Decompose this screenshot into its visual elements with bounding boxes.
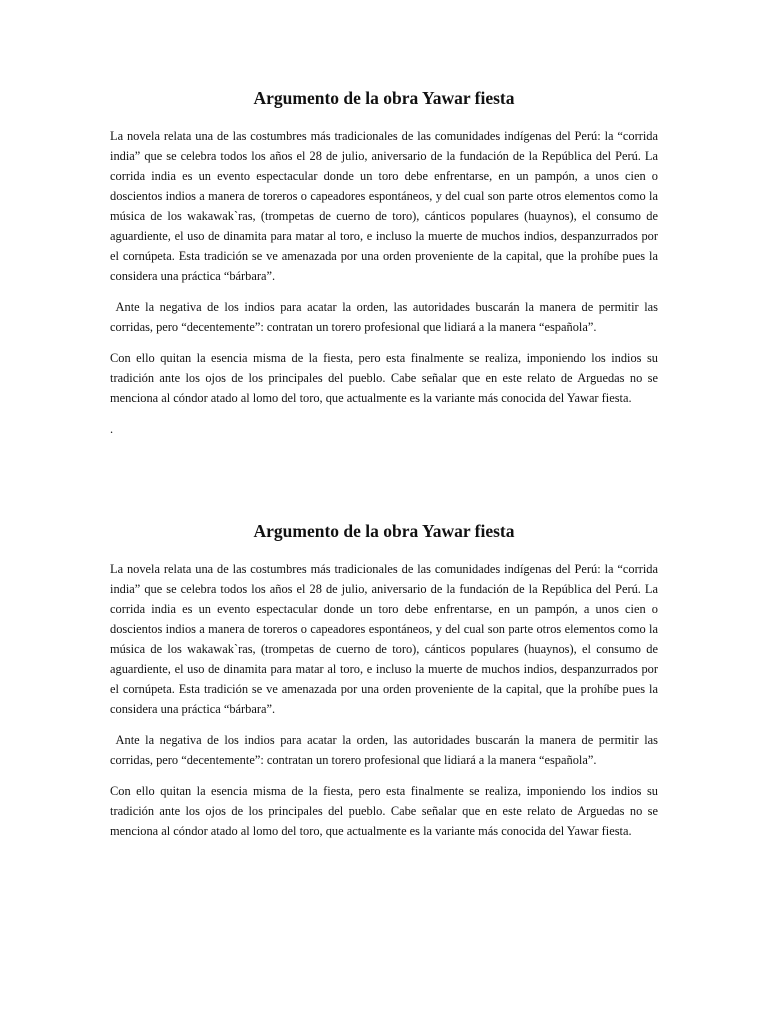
section-1 bbox=[110, 86, 662, 439]
paragraph-synopsis: La novela relata una de las costumbres más tradicionales de las comunidades indígenas del Perú: la “corrida india” que se celebra todos los años el 28 de julio, aniversario de la fundación de la República del Perú. La corrida india es un evento espectacular donde un toro debe enfrentarse, en un pampón, a unos cien o doscientos indios a manera de toreros o capeadores espontáneos, y del cual son parte otros elementos como la música de los wakawak`ras, (trompetas de cuerno de toro), cánticos populares (huaynos), el consumo de aguardiente, el uso de dinamita para matar al toro, e incluso la muerte de muchos indios, despanzurrados por el cornúpeta. Esta tradición se ve amenazada por una orden proveniente de la capital, que la prohíbe pues la considera una práctica “bárbara”. bbox=[110, 562, 658, 716]
paragraph-synopsis: La novela relata una de las costumbres más tradicionales de las comunidades indígenas del Perú: la “corrida india” que se celebra todos los años el 28 de julio, aniversario de la fundación de la República del Perú. La corrida india es un evento espectacular donde un toro debe enfrentarse, en un pampón, a unos cien o doscientos indios a manera de toreros o capeadores espontáneos, y del cual son parte otros elementos como la música de los wakawak`ras, (trompetas de cuerno de toro), cánticos populares (huaynos), el consumo de aguardiente, el uso de dinamita para matar al toro, e incluso la muerte de muchos indios, despanzurrados por el cornúpeta. Esta tradición se ve amenazada por una orden proveniente de la capital, que la prohíbe pues la considera una práctica “bárbara”. bbox=[110, 129, 658, 283]
paragraph-conclusion: Con ello quitan la esencia misma de la fiesta, pero esta finalmente se realiza, imponiendo los indios su tradición ante los ojos de los principales del pueblo. Cabe señalar que en este relato de Arguedas no se menciona al cóndor atado al lomo del toro, que actualmente es la variante más conocida del Yawar fiesta. bbox=[110, 784, 658, 838]
trailing-period: . bbox=[110, 422, 114, 436]
section-title: Argumento de la obra Yawar fiesta bbox=[253, 88, 515, 108]
paragraph-authorities: Ante la negativa de los indios para acatar la orden, las autoridades buscarán la manera de permitir las corridas, pero “decentemente”: contratan un torero profesional que lidiará a la manera “española”. bbox=[110, 733, 662, 767]
section-title: Argumento de la obra Yawar fiesta bbox=[253, 521, 515, 541]
section-2 bbox=[110, 519, 662, 852]
paragraph-conclusion: Con ello quitan la esencia misma de la fiesta, pero esta finalmente se realiza, imponiendo los indios su tradición ante los ojos de los principales del pueblo. Cabe señalar que en este relato de Arguedas no se menciona al cóndor atado al lomo del toro, que actualmente es la variante más conocida del Yawar fiesta. bbox=[110, 351, 658, 405]
paragraph-authorities: Ante la negativa de los indios para acatar la orden, las autoridades buscarán la manera de permitir las corridas, pero “decentemente”: contratan un torero profesional que lidiará a la manera “española”. bbox=[110, 300, 662, 334]
